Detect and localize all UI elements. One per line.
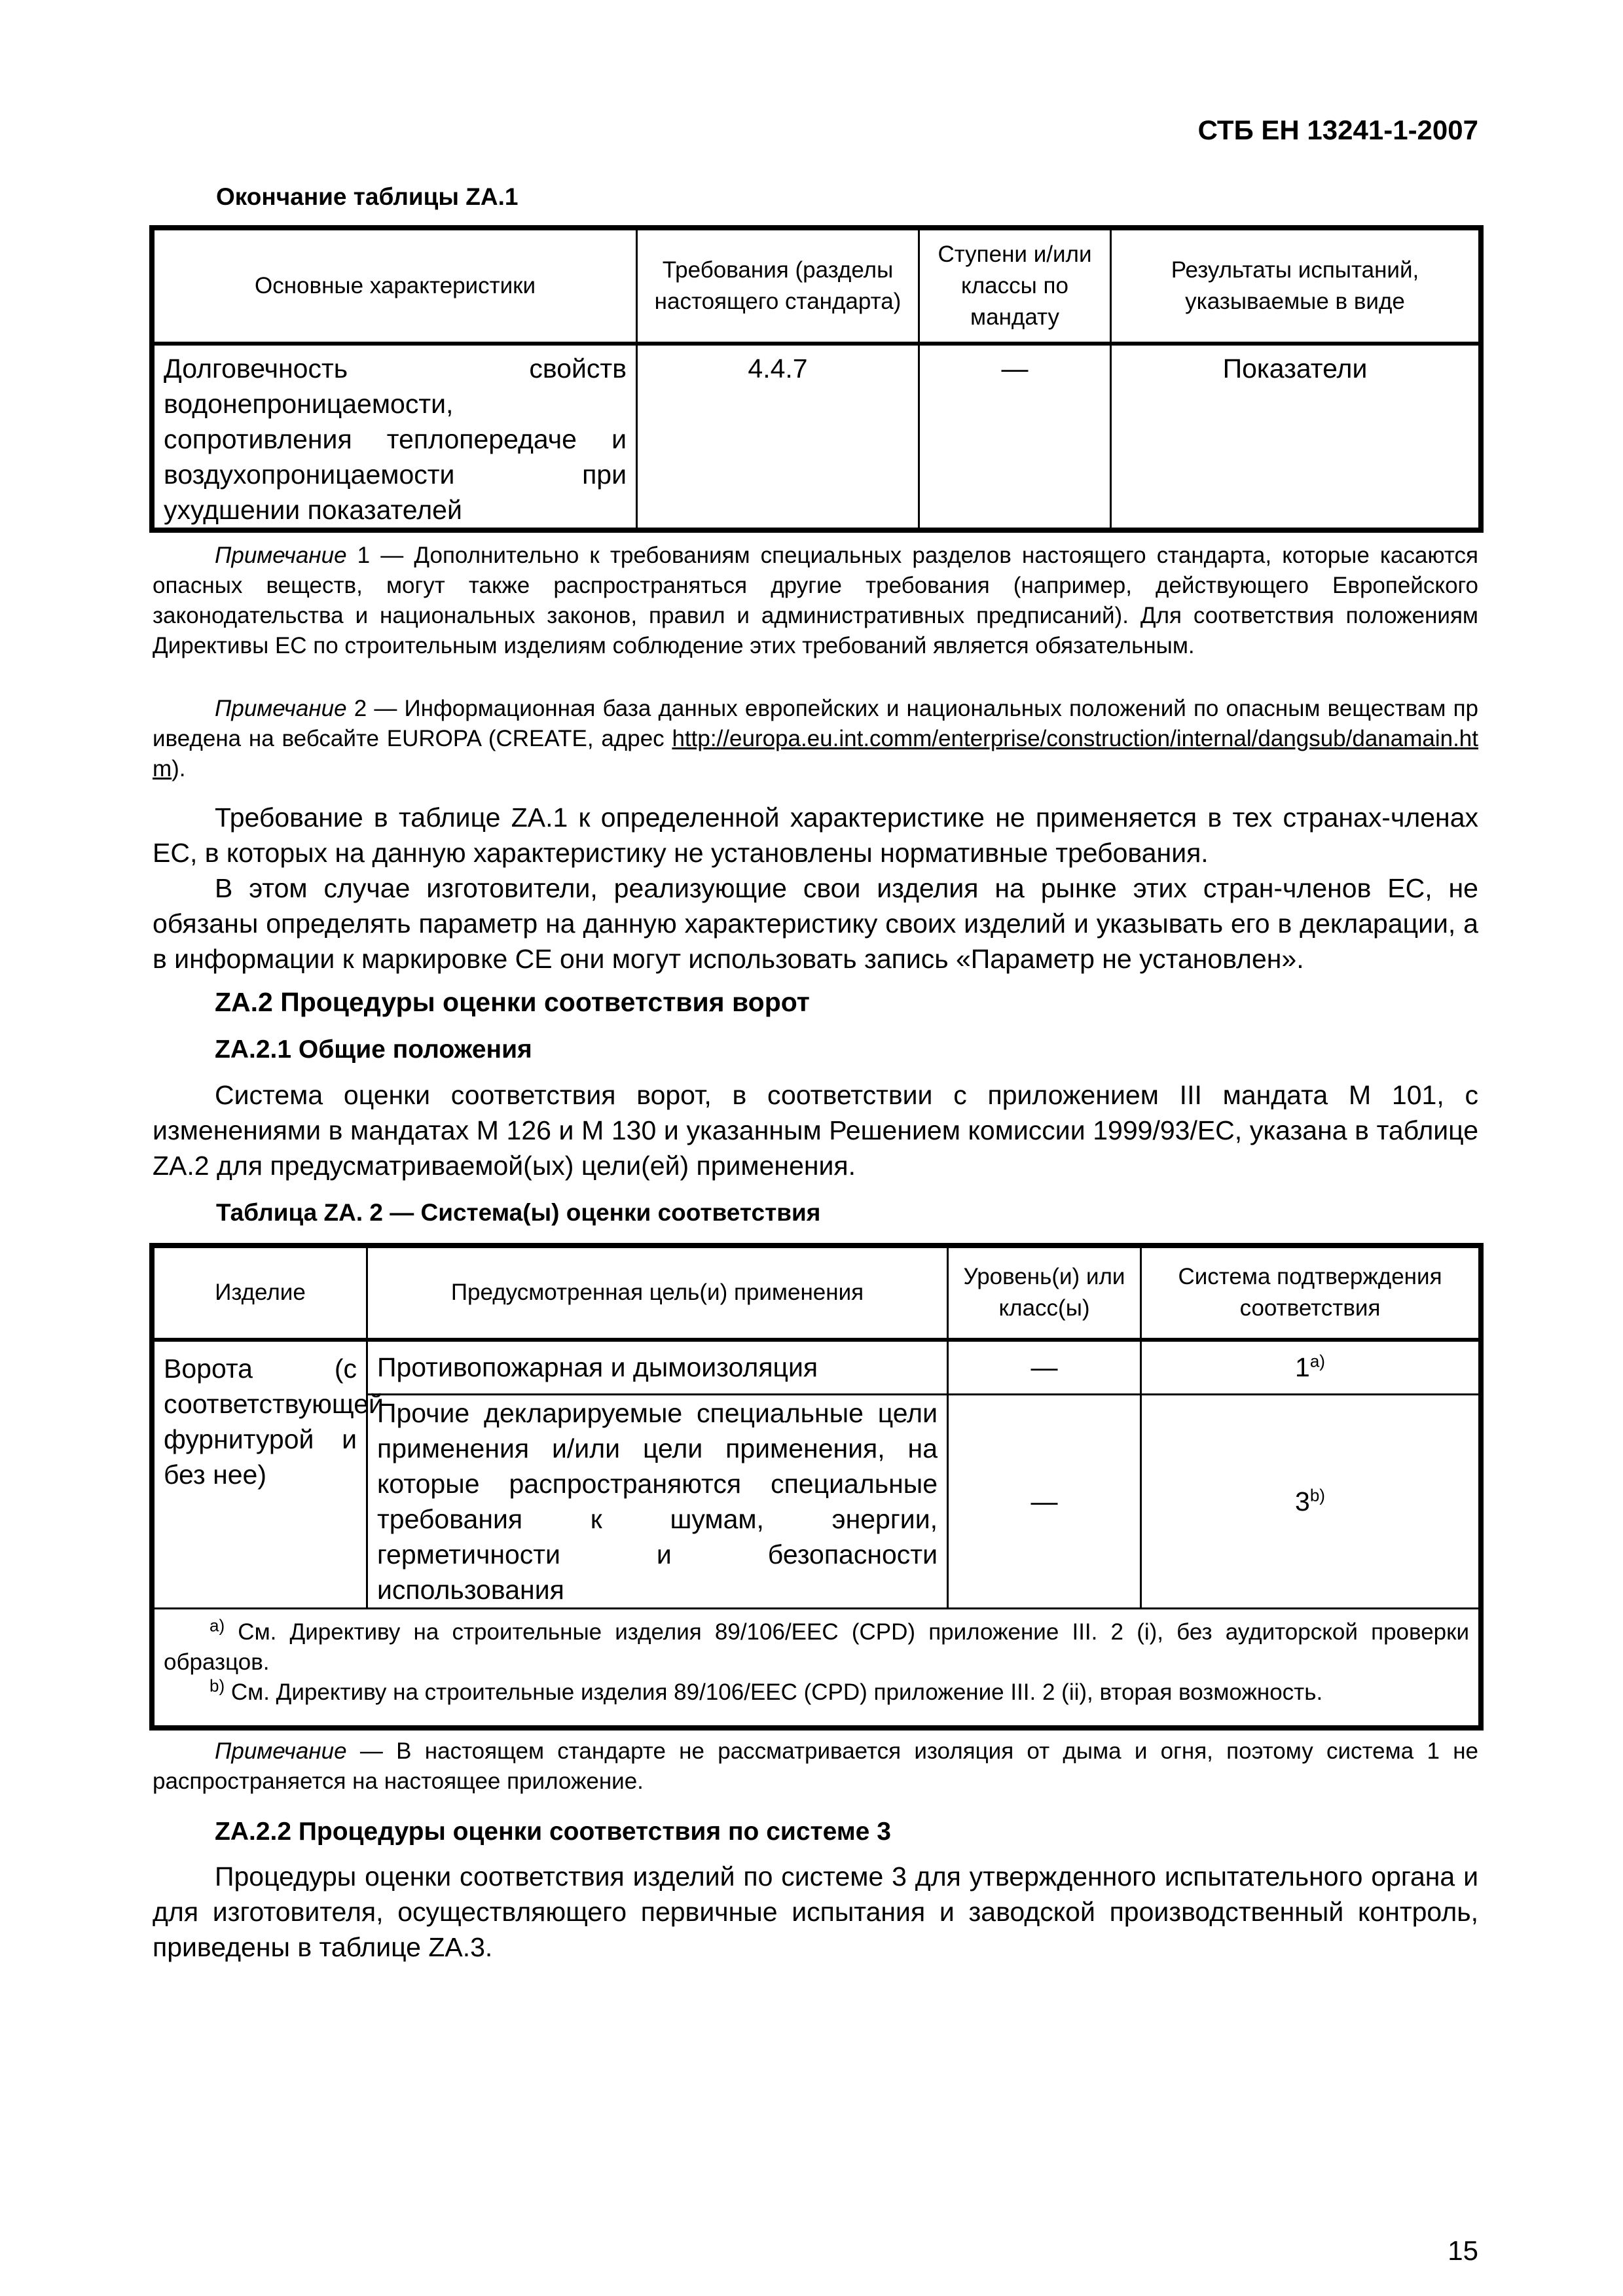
europa-link[interactable]: http://europa.eu.int.comm/enterprise/construction/internal/dangsub/danamain.htm (153, 726, 1478, 781)
footnote-a-mark: a) (210, 1615, 225, 1636)
paragraph-za22: Процедуры оценки соответствия изделий по системе 3 для утвержденного испытательного органа и для изготовителя, осуществляющего первичные испытания и заводской производственный контроль, приведены в таблице ZA.3. (153, 1861, 1478, 1962)
table-za2-level: — (948, 1340, 1141, 1395)
note-2 (153, 694, 1478, 784)
table-za1-characteristic: Долговечность свойств водонепроницаемости, сопротивления теплопередаче и воздухопроницаемости при ухудшении показателей (154, 344, 637, 529)
table-za1-caption: Окончание таблицы ZA.1 (216, 183, 519, 210)
note-1-text: 1 — Дополнительно к требованиям специальных разделов настоящего стандарта, которые касаются опасных веществ, могут также распространяться другие требования (например, действующего Европейского законодательства и национальных законов, правил и административных предписаний). Для соответствия положениям Директивы ЕС по строительным изделиям соблюдение этих требований является обязательным. (153, 543, 1478, 658)
footnote-a (164, 1617, 1469, 1677)
table-za2 (153, 1246, 1480, 1727)
table-za1-header-cell: Основные характеристики (154, 230, 637, 344)
table-za2-use: Прочие декларируемые специальные цели применения и/или цели применения, на которые распространяются специальные требования к шумам, энергии, герметичности и безопасности использования (367, 1395, 948, 1609)
paragraph-1: Требование в таблице ZA.1 к определенной характеристике не применяется в тех странах-членах ЕС, в которых на данную характеристику не установлены нормативные требования. (153, 802, 1478, 868)
footnote-b-text: См. Директиву на строительные изделия 89/106/EEC (CPD) приложение III. 2 (ii), вторая возможность. (225, 1679, 1323, 1705)
table-za1 (153, 228, 1480, 529)
table-za2-system-value: 3 (1295, 1486, 1310, 1516)
table-za1-requirement: 4.4.7 (637, 344, 919, 529)
table-za2-system (1141, 1395, 1480, 1609)
table-za2-system-value: 1 (1295, 1352, 1310, 1383)
table-za1-header-cell: Результаты испытаний, указываемые в виде (1111, 230, 1480, 344)
footnote-mark: a) (1309, 1351, 1325, 1371)
footnote-b-mark: b) (210, 1676, 225, 1696)
table-za2-caption: Таблица ZA. 2 — Система(ы) оценки соответствия (216, 1199, 821, 1226)
note-2-label: Примечание (215, 696, 347, 721)
table-za2-header-cell: Система подтверждения соответствия (1141, 1247, 1480, 1340)
table-za2-product: Ворота (с соответствующей фурнитурой и без нее) (154, 1340, 367, 1609)
page-number: 15 (1448, 2235, 1478, 2266)
footnote-b (164, 1677, 1469, 1708)
note-3-label: Примечание (215, 1738, 347, 1764)
note-1-label: Примечание (215, 543, 347, 568)
za2-heading: ZA.2 Процедуры оценки соответствия ворот (215, 987, 810, 1017)
za21-heading: ZA.2.1 Общие положения (215, 1035, 532, 1064)
table-za1-header-cell: Требования (разделы настоящего стандарта) (637, 230, 919, 344)
paragraph-2: В этом случае изготовители, реализующие свои изделия на рынке этих стран-членов ЕС, не обязаны определять параметр на данную характеристику своих изделий и указывать его в декларации, а в информации к маркировке СЕ они могут использовать запись «Параметр не установлен». (153, 873, 1478, 974)
table-za2-header-cell: Изделие (154, 1247, 367, 1340)
za22-heading: ZA.2.2 Процедуры оценки соответствия по системе 3 (215, 1818, 891, 1846)
table-za1-level: — (919, 344, 1111, 529)
table-za2-level: — (948, 1395, 1141, 1609)
note-1 (153, 541, 1478, 661)
note-2-text: 2 — Информационная база данных европейских и национальных положений по опасным веществам приведена на вебсайте EUROPA (CREATE, адрес (153, 696, 1478, 751)
footnote-mark: b) (1309, 1485, 1325, 1505)
footnote-a-text: См. Директиву на строительные изделия 89/106/EEC (CPD) приложение III. 2 (i), без аудиторской проверки образцов. (164, 1619, 1469, 1675)
table-za2-footnotes (154, 1609, 1480, 1727)
note-3-text: — В настоящем стандарте не рассматривается изоляция от дыма и огня, поэтому система 1 не распространяется на настоящее приложение. (153, 1738, 1478, 1794)
table-za2-header-cell: Предусмотренная цель(и) применения (367, 1247, 948, 1340)
table-za1-result: Показатели (1111, 344, 1480, 529)
table-za2-system (1141, 1340, 1480, 1395)
standard-code-header: СТБ ЕН 13241-1-2007 (1197, 115, 1478, 145)
paragraph-3: Система оценки соответствия ворот, в соответствии с приложением III мандата М 101, с изменениями в мандатах М 126 и М 130 и указанным Решением комиссии 1999/93/ЕС, указана в таблице ZA.2 для предусматриваемой(ых) цели(ей) применения. (153, 1080, 1478, 1181)
note-2-end: ). (172, 756, 186, 781)
table-za2-header-cell: Уровень(и) или класс(ы) (948, 1247, 1141, 1340)
note-3 (153, 1736, 1478, 1797)
table-za1-header-cell: Ступени и/или классы по мандату (919, 230, 1111, 344)
table-za2-use: Противопожарная и дымоизоляция (367, 1340, 948, 1395)
